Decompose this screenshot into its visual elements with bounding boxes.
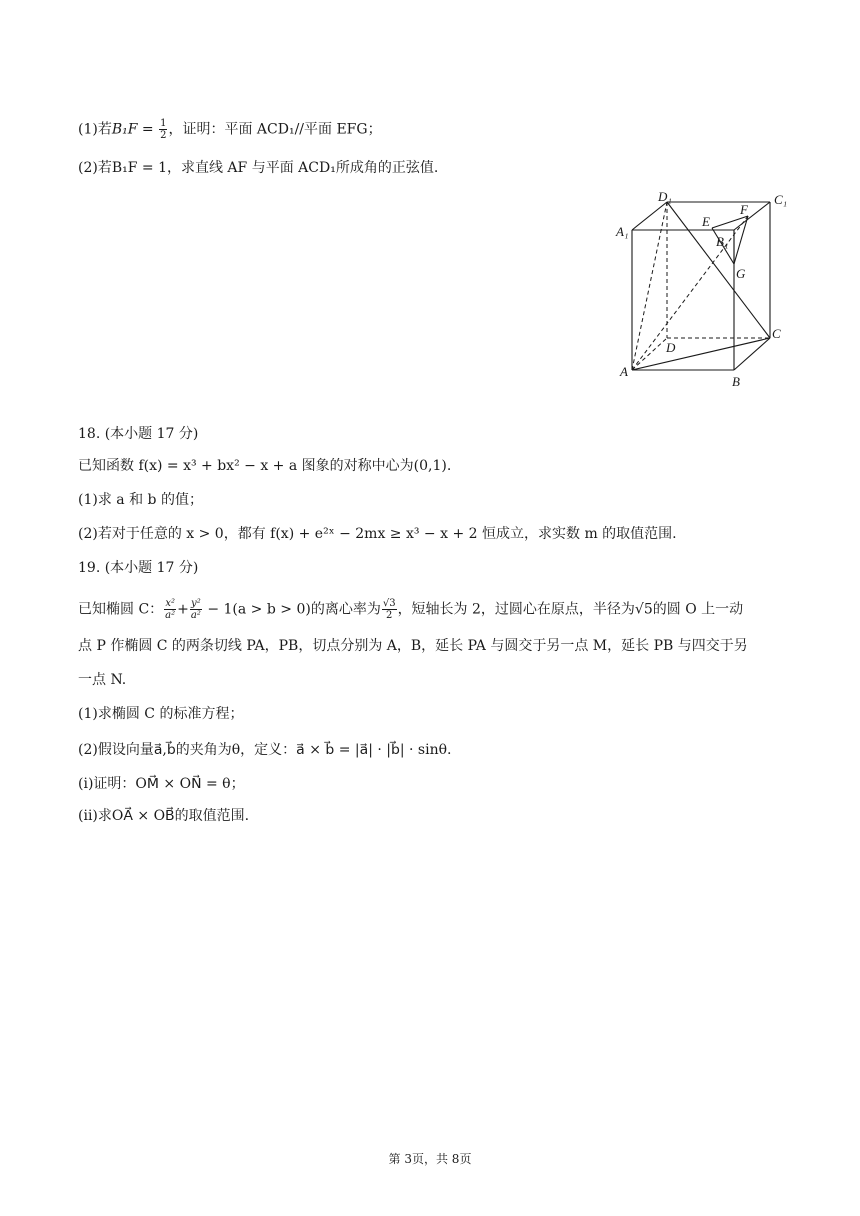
q19-stem-line2: 点 P 作椭圆 C 的两条切线 PA，PB，切点分别为 A，B，延长 PA 与圆交于另一点 M，延长 PB 与四交于另	[78, 638, 748, 654]
fraction-numerator: √3	[382, 598, 396, 609]
q19-stem-line3: 一点 N.	[78, 672, 127, 688]
sqrt3-over-2-fraction	[382, 598, 397, 621]
seg-fg	[734, 216, 748, 264]
label-a: A	[620, 364, 628, 379]
page-footer: 第 3页，共 8页	[388, 1152, 472, 1166]
q19-sub2: (ⅱ)求OA⃗ × OB⃗的取值范围.	[78, 808, 250, 824]
diag-d1c	[667, 202, 770, 338]
q17-part1	[78, 118, 382, 141]
prism-figure	[612, 190, 802, 390]
hidden-diag-ad1	[632, 202, 667, 370]
q19-part2: (2)假设向量a⃗,b⃗的夹角为θ，定义：a⃗ × b⃗ = |a⃗| · |b⃗| · sinθ.	[78, 742, 452, 758]
q19-part1: (1)求椭圆 C 的标准方程；	[78, 706, 244, 722]
diag-ac	[632, 338, 770, 370]
y2-over-a2-fraction	[190, 598, 202, 621]
hidden-edge-ad	[632, 338, 667, 370]
label-d: D	[666, 340, 676, 355]
q18-part2: (2)若对于任意的 x > 0，都有 f(x) + e²ˣ − 2mx ≥ x³ − x + 2 恒成立，求实数 m 的取值范围.	[78, 526, 677, 542]
fraction-denominator: 2	[160, 130, 167, 141]
q19-stem-line1: 已知椭圆 C： $\frac{\text{x²}}{\text{a²}}$ + $\frac{\text{y²}}{\text{a²}}$ − 1(a > b > 0)的离心率为 $\frac{√3}{2}$ ，短轴长为 2，过圆心在原点，半径为√5的圆 O 上一动	[78, 598, 744, 621]
fraction-numerator: y²	[191, 598, 201, 609]
q19-sub1: (ⅰ)证明：OM⃗ × ON⃗ = θ；	[78, 776, 245, 792]
label-c: C	[772, 326, 781, 341]
edge-bc	[734, 338, 770, 370]
label-g: G	[736, 266, 746, 281]
q17-part1-suffix: ，证明：平面 ACD₁//平面 EFG；	[168, 121, 382, 138]
q18-stem: 已知函数 f(x) = x³ + bx² − x + a 图象的对称中心为(0,1).	[78, 458, 452, 474]
fraction-numerator: 1	[160, 118, 167, 129]
fraction-denominator: a²	[165, 610, 176, 621]
q19-header: 19. (本小题 17 分)	[78, 560, 199, 576]
fraction-numerator: x²	[165, 598, 175, 609]
q19-stem-middle: − 1(a > b > 0)的离心率为	[202, 601, 381, 618]
label-b: B	[732, 374, 740, 389]
fraction-denominator: a²	[190, 610, 201, 621]
q19-stem-start: 已知椭圆 C：	[78, 601, 164, 618]
label-f: F	[740, 202, 748, 217]
x2-over-a2-fraction	[164, 598, 176, 621]
q18-header: 18. (本小题 17 分)	[78, 426, 199, 442]
half-fraction	[159, 118, 167, 141]
label-a1: A₁	[616, 224, 629, 239]
seg-ef	[712, 216, 748, 228]
q18-part1: (1)求 a 和 b 的值；	[78, 492, 203, 508]
label-c1: C₁	[774, 192, 788, 207]
q17-part1-equation: B₁F =	[111, 121, 159, 138]
label-b1: B₁	[716, 234, 729, 249]
label-d1: D₁	[658, 190, 672, 204]
fraction-denominator: 2	[386, 610, 393, 621]
q17-part2: (2)若B₁F = 1，求直线 AF 与平面 ACD₁所成角的正弦值.	[78, 160, 439, 176]
q19-stem-end: ，短轴长为 2，过圆心在原点，半径为√5的圆 O 上一动	[397, 601, 744, 618]
q17-part1-prefix: (1)若	[78, 121, 112, 138]
label-e: E	[702, 214, 710, 229]
